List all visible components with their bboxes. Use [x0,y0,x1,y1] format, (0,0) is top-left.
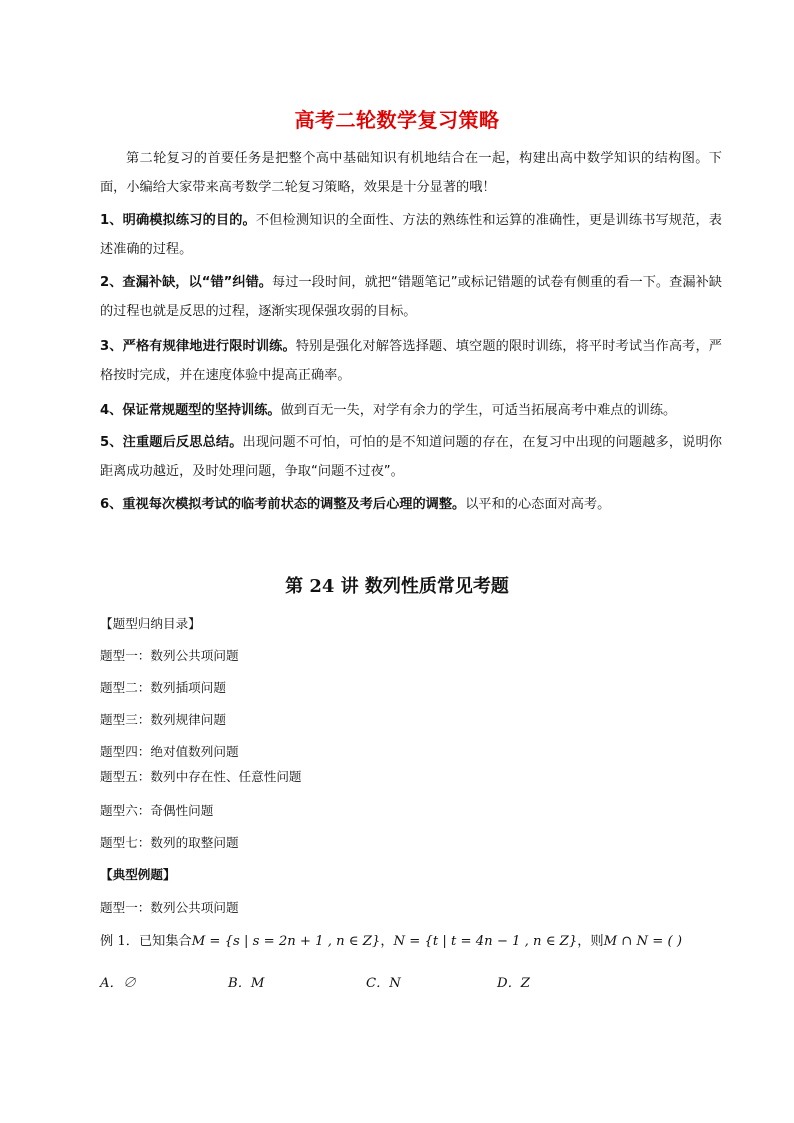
tip-4-body: 做到百无一失，对学有余力的学生，可适当拓展高考中难点的训练。 [280,403,677,418]
examples-heading: 【典型例题】 [100,867,176,882]
example-1 [100,930,682,949]
catalog-item-2: 题型二：数列插项问题 [100,680,226,695]
tip-5-body: 出现问题不可怕，可怕的是不知道问题的存在，在复习中出现的问题越多，说明你距离成功越近，及时处理问题，争取“问题不过夜”。 [100,435,722,479]
example-question: M ∩ N = ( ) [603,934,682,949]
catalog-item-7: 题型七：数列的取整问题 [100,835,239,850]
option-a-value: ∅ [122,976,136,991]
example-text-1: 已知集合 [138,934,192,949]
tip-4 [100,396,722,425]
catalog-item-6: 题型六：奇偶性问题 [100,803,214,818]
tip-2-body: 每过一段时间，就把“错题笔记”或标记错题的试卷有侧重的看一下。查漏补缺的过程也就是反思的过程，逐渐实现保强攻弱的目标。 [100,275,722,319]
option-c-letter: C． [366,976,390,991]
option-d [497,972,530,991]
example-label: 例 1． [100,934,139,949]
tip-2 [100,268,722,326]
tip-3-head: 3、严格有规律地进行限时训练。 [100,339,296,354]
option-b [228,972,264,991]
tip-1-body: 不但检测知识的全面性、方法的熟练性和运算的准确性，更是训练书写规范，表述准确的过程。 [100,213,722,257]
option-d-letter: D． [497,976,521,991]
tip-6-head: 6、重视每次模拟考试的临考前状态的调整及考后心理的调整。 [100,497,466,512]
tip-6 [100,490,722,519]
tip-1 [100,206,722,264]
tip-3 [100,332,722,390]
option-a-letter: A． [100,976,123,991]
doc-title: 高考二轮数学复习策略 [294,108,500,132]
option-b-value: M [250,976,265,991]
option-a [100,972,136,991]
example-sep: ， [380,934,394,949]
tip-2-head: 2、查漏补缺，以“错”纠错。 [100,275,273,290]
option-d-value: Z [520,976,530,991]
tip-3-body: 特别是强化对解答选择题、填空题的限时训练，将平时考试当作高考，严格按时完成，并在速度体验中提高正确率。 [100,339,722,383]
catalog-item-3: 题型三：数列规律问题 [100,712,226,727]
set-m: M = {s | s = 2n + 1 , n ∈ Z} [191,934,381,949]
catalog-item-5: 题型五：数列中存在性、任意性问题 [100,769,302,784]
tip-4-head: 4、保证常规题型的坚持训练。 [100,403,281,418]
catalog-item-1: 题型一：数列公共项问题 [100,648,239,663]
option-c [366,972,401,991]
tip-6-body: 以平和的心态面对高考。 [465,497,611,512]
set-n: N = {t | t = 4n − 1 , n ∈ Z} [393,934,578,949]
tip-5-head: 5、注重题后反思总结。 [100,435,243,450]
tip-5 [100,428,722,486]
option-c-value: N [389,976,401,991]
option-b-letter: B． [228,976,251,991]
section-heading: 题型一：数列公共项问题 [100,900,239,915]
catalog-heading: 【题型归纳目录】 [100,616,201,631]
lecture-title: 第 24 讲 数列性质常见考题 [285,576,509,597]
intro-paragraph: 第二轮复习的首要任务是把整个高中基础知识有机地结合在一起，构建出高中数学知识的结构图。下面，小编给大家带来高考数学二轮复习策略，效果是十分显著的哦！ [100,151,722,195]
tip-1-head: 1、明确模拟练习的目的。 [100,213,256,228]
catalog-item-4: 题型四：绝对值数列问题 [100,744,239,759]
example-text-2: ，则 [577,934,604,949]
